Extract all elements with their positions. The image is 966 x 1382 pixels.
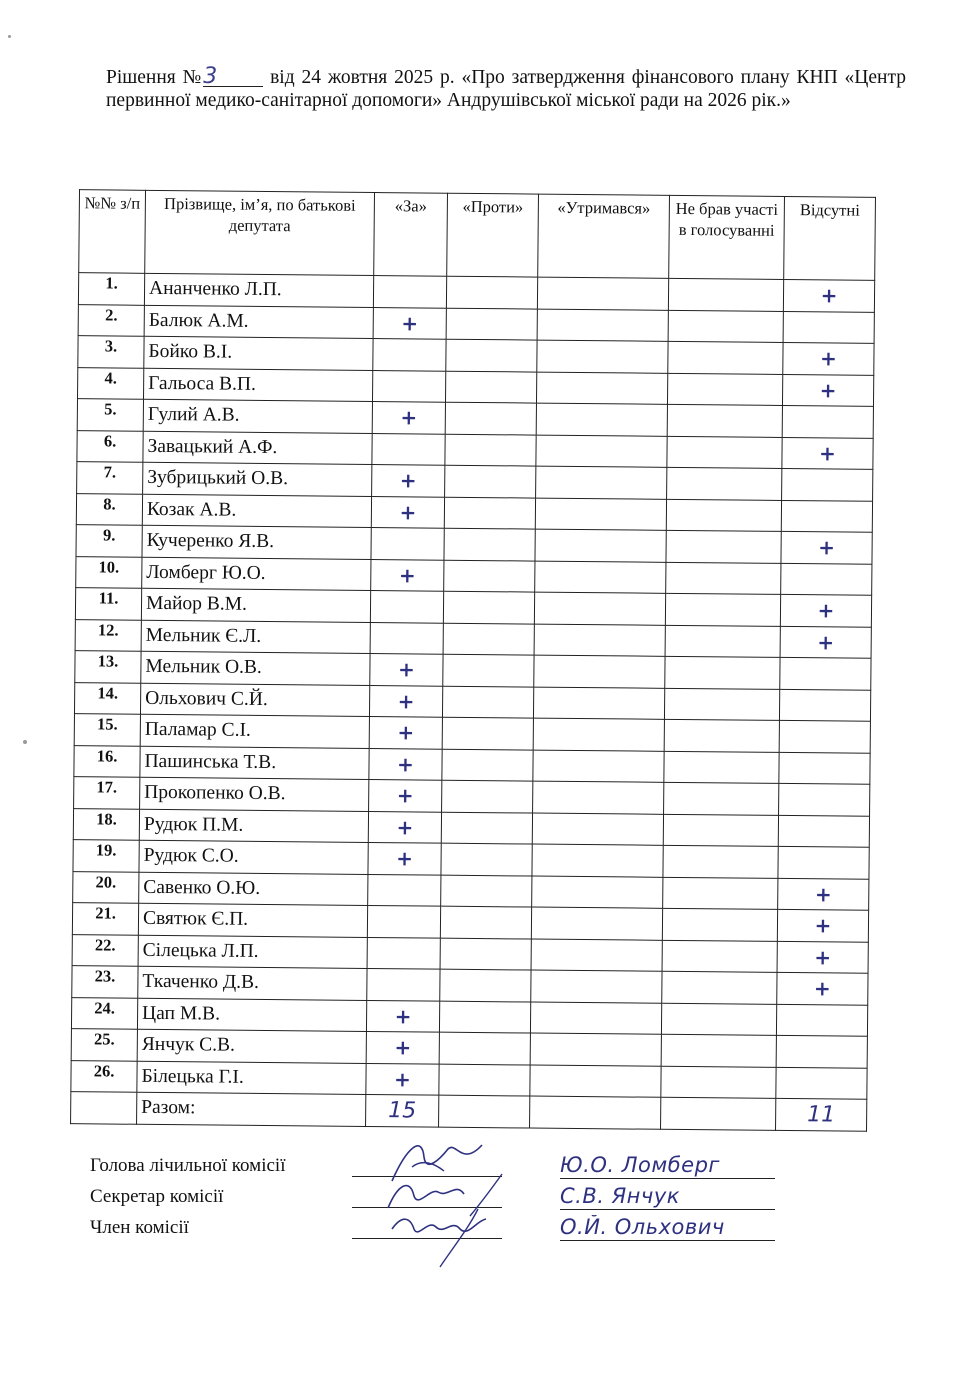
vote-cell-novote [668, 278, 783, 311]
col-num-header: №№ з/п [79, 190, 146, 274]
row-number: 12. [75, 619, 141, 651]
vote-cell-against [441, 875, 532, 907]
table-header-row [79, 190, 876, 281]
vote-cell-against [444, 560, 535, 592]
deputy-name: Сілецька Л.П. [138, 935, 367, 969]
vote-cell-abstain [537, 277, 668, 310]
row-number: 23. [72, 966, 138, 998]
row-number: 3. [78, 336, 144, 368]
vote-cell-abstain [531, 939, 662, 972]
vote-cell-for: + [369, 685, 442, 717]
row-number: 17. [74, 777, 140, 809]
vote-cell-novote [665, 625, 780, 658]
vote-cell-novote [662, 908, 777, 941]
vote-cell-absent [778, 846, 869, 878]
vote-cell-for [367, 937, 440, 969]
vote-cell-against [446, 276, 537, 308]
vote-cell-absent [783, 311, 874, 343]
vote-cell-novote [663, 814, 778, 847]
scan-speck [8, 35, 11, 38]
row-number: 21. [72, 903, 138, 935]
vote-cell-for: + [366, 1031, 439, 1063]
vote-cell-absent: + [780, 626, 871, 658]
deputy-name: Мельник Є.Л. [141, 620, 370, 654]
vote-cell-absent: + [783, 342, 874, 374]
deputy-name: Ананченко Л.П. [144, 273, 373, 307]
deputy-name: Кучеренко Я.В. [142, 525, 371, 559]
vote-cell-against [443, 623, 534, 655]
signature-name: Ю.О. Ломберг [560, 1153, 775, 1179]
vote-cell-abstain [532, 876, 663, 909]
col-against-header: «Проти» [447, 193, 539, 277]
vote-cell-against [439, 1032, 530, 1064]
vote-cell-against [442, 717, 533, 749]
row-number: 24. [71, 997, 137, 1029]
signature-scribble [352, 1199, 522, 1269]
vote-cell-absent [776, 1067, 867, 1099]
deputy-name: Ткаченко Д.В. [138, 966, 367, 1000]
signature-role: Член комісії [90, 1217, 189, 1238]
col-absent-header: Відсутні [784, 196, 876, 280]
vote-cell-novote [661, 1034, 776, 1067]
vote-cell-abstain [535, 529, 666, 562]
vote-cell-abstain [532, 844, 663, 877]
vote-cell-for [367, 968, 440, 1000]
vote-cell-for [373, 339, 446, 371]
vote-cell-absent: + [781, 531, 872, 563]
vote-cell-against [446, 339, 537, 371]
vote-cell-novote [667, 404, 782, 437]
vote-cell-for: + [369, 748, 442, 780]
vote-cell-against [440, 906, 531, 938]
vote-cell-against [442, 749, 533, 781]
vote-cell-for: + [369, 716, 442, 748]
vote-cell-abstain [532, 813, 663, 846]
signature-name: С.В. Янчук [560, 1184, 775, 1210]
vote-cell-for: + [369, 779, 442, 811]
signature-role: Секретар комісії [90, 1186, 224, 1207]
vote-cell-absent [782, 405, 873, 437]
vote-cell-abstain [537, 340, 668, 373]
col-for-header: «За» [374, 193, 448, 277]
vote-cell-novote [666, 562, 781, 595]
vote-cell-for [370, 622, 443, 654]
totals-row [71, 1092, 867, 1131]
totals-absent: 11 [776, 1098, 867, 1130]
row-number: 11. [75, 588, 141, 620]
deputy-name: Святюк Є.П. [138, 903, 367, 937]
vote-cell-abstain [530, 1033, 661, 1066]
vote-cell-novote [661, 1066, 776, 1099]
row-number: 5. [77, 399, 143, 431]
vote-cell-abstain [535, 498, 666, 531]
deputy-name: Цап М.В. [137, 998, 366, 1032]
vote-cell-novote [668, 341, 783, 374]
vote-cell-absent [782, 468, 873, 500]
voting-table [70, 189, 876, 1131]
deputy-name: Рудюк П.М. [139, 809, 368, 843]
row-number: 16. [74, 745, 140, 777]
totals-novote [661, 1097, 776, 1130]
deputy-name: Білецька Г.І. [137, 1061, 366, 1095]
row-number: 18. [73, 808, 139, 840]
row-number: 4. [78, 367, 144, 399]
row-number: 15. [74, 714, 140, 746]
vote-cell-absent: + [777, 972, 868, 1004]
totals-against [439, 1095, 530, 1127]
vote-cell-abstain [536, 435, 667, 468]
vote-cell-against [446, 308, 537, 340]
vote-cell-novote [661, 1003, 776, 1036]
commission-signatures [90, 1155, 790, 1248]
row-number: 2. [78, 304, 144, 336]
col-abstain-header: «Утримався» [538, 194, 670, 278]
vote-cell-abstain [536, 466, 667, 499]
vote-cell-novote [664, 751, 779, 784]
vote-cell-against [443, 654, 534, 686]
signature-role: Голова лічильної комісії [90, 1155, 286, 1176]
vote-cell-for [367, 905, 440, 937]
deputy-name: Мельник О.В. [141, 651, 370, 685]
vote-cell-abstain [530, 1065, 661, 1098]
deputy-name: Завацький А.Ф. [143, 431, 372, 465]
deputy-name: Балюк А.М. [144, 305, 373, 339]
vote-cell-against [440, 969, 531, 1001]
vote-cell-against [440, 938, 531, 970]
vote-cell-abstain [535, 561, 666, 594]
vote-cell-absent [779, 689, 870, 721]
vote-cell-novote [665, 593, 780, 626]
deputy-name: Савенко О.Ю. [139, 872, 368, 906]
vote-cell-absent: + [780, 594, 871, 626]
vote-cell-abstain [536, 403, 667, 436]
vote-cell-abstain [533, 718, 664, 751]
vote-cell-against [444, 528, 535, 560]
vote-cell-absent: + [782, 374, 873, 406]
row-number: 19. [73, 840, 139, 872]
vote-cell-against [441, 843, 532, 875]
deputy-name: Рудюк С.О. [139, 840, 368, 874]
deputy-name: Ольхович С.Й. [140, 683, 369, 717]
vote-cell-for: + [373, 307, 446, 339]
row-number: 25. [71, 1029, 137, 1061]
vote-cell-absent: + [777, 941, 868, 973]
vote-cell-for: + [370, 653, 443, 685]
deputy-name: Зубрицький О.В. [143, 462, 372, 496]
vote-cell-novote [665, 656, 780, 689]
vote-cell-novote [664, 782, 779, 815]
scan-speck [23, 740, 27, 744]
decision-heading [106, 66, 906, 112]
vote-cell-abstain [534, 624, 665, 657]
vote-cell-for [373, 276, 446, 308]
vote-cell-against [442, 780, 533, 812]
vote-cell-novote [667, 373, 782, 406]
deputy-name: Козак А.В. [142, 494, 371, 528]
vote-cell-against [445, 402, 536, 434]
vote-cell-abstain [534, 592, 665, 625]
vote-cell-absent: + [782, 437, 873, 469]
vote-cell-for [372, 433, 445, 465]
deputy-name: Майор В.М. [141, 588, 370, 622]
vote-cell-absent: + [777, 909, 868, 941]
deputy-name: Гулий А.В. [143, 399, 372, 433]
vote-cell-novote [668, 310, 783, 343]
totals-abstain [530, 1096, 661, 1129]
deputy-name: Бойко В.І. [144, 336, 373, 370]
totals-label: Разом: [137, 1092, 366, 1126]
vote-cell-for: + [368, 811, 441, 843]
vote-cell-for [370, 590, 443, 622]
vote-cell-against [444, 497, 535, 529]
vote-cell-for: + [371, 559, 444, 591]
vote-cell-novote [663, 877, 778, 910]
vote-cell-absent [780, 657, 871, 689]
vote-cell-absent [776, 1004, 867, 1036]
row-number: 8. [76, 493, 142, 525]
row-number: 26. [71, 1060, 137, 1092]
vote-cell-novote [664, 719, 779, 752]
vote-cell-absent [778, 815, 869, 847]
row-number: 6. [77, 430, 143, 462]
vote-cell-absent [781, 500, 872, 532]
vote-cell-novote [663, 845, 778, 878]
decision-prefix: Рішення № [106, 67, 204, 88]
vote-cell-absent: + [778, 878, 869, 910]
vote-cell-against [439, 1001, 530, 1033]
vote-cell-abstain [533, 781, 664, 814]
vote-cell-novote [662, 971, 777, 1004]
vote-cell-for [371, 527, 444, 559]
deputy-name: Гальоса В.П. [144, 368, 373, 402]
vote-cell-absent: + [783, 279, 874, 311]
vote-cell-for: + [372, 402, 445, 434]
row-number: 9. [76, 525, 142, 557]
signature-name: О.Й. Ольхович [560, 1215, 775, 1241]
vote-cell-against [445, 434, 536, 466]
row-number: 1. [78, 273, 144, 305]
deputy-name: Янчук С.В. [137, 1029, 366, 1063]
vote-cell-for: + [371, 496, 444, 528]
vote-cell-for: + [368, 842, 441, 874]
row-number: 10. [76, 556, 142, 588]
deputy-name: Пашинська Т.В. [140, 746, 369, 780]
row-number: 22. [72, 934, 138, 966]
vote-cell-absent [779, 720, 870, 752]
vote-cell-absent [779, 783, 870, 815]
col-name-header: Прізвище, ім’я, по батькові депутата [145, 190, 375, 275]
vote-cell-novote [666, 530, 781, 563]
row-number: 14. [74, 682, 140, 714]
vote-cell-abstain [531, 970, 662, 1003]
vote-cell-for [368, 874, 441, 906]
vote-cell-against [442, 686, 533, 718]
vote-cell-abstain [533, 750, 664, 783]
vote-cell-abstain [534, 655, 665, 688]
col-novote-header: Не брав участі в голосуванні [669, 195, 785, 279]
vote-cell-against [443, 591, 534, 623]
vote-cell-for [372, 370, 445, 402]
deputy-name: Ломберг Ю.О. [142, 557, 371, 591]
vote-cell-against [439, 1064, 530, 1096]
row-number: 13. [75, 651, 141, 683]
totals-for: 15 [366, 1094, 439, 1126]
vote-cell-against [445, 465, 536, 497]
vote-cell-for: + [372, 464, 445, 496]
totals-empty-cell [71, 1092, 137, 1124]
deputy-name: Прокопенко О.В. [140, 777, 369, 811]
vote-cell-abstain [531, 907, 662, 940]
vote-cell-abstain [536, 372, 667, 405]
vote-cell-against [445, 371, 536, 403]
vote-cell-absent [776, 1035, 867, 1067]
row-number: 20. [73, 871, 139, 903]
vote-cell-absent [779, 752, 870, 784]
vote-cell-against [441, 812, 532, 844]
decision-number: 3 [203, 68, 263, 87]
vote-cell-novote [667, 436, 782, 469]
vote-cell-abstain [530, 1002, 661, 1035]
signature-row [90, 1217, 790, 1248]
vote-cell-novote [662, 940, 777, 973]
vote-cell-for: + [366, 1063, 439, 1095]
decision-text: від 24 жовтня 2025 р. «Про затвердження фінансового плану КНП «Центр первинної медико-санітарної допомоги» Андрушівської міської ради на 2026 рік.» [106, 67, 906, 111]
deputy-name: Паламар С.І. [140, 714, 369, 748]
vote-cell-novote [666, 499, 781, 532]
vote-cell-abstain [537, 309, 668, 342]
row-number: 7. [77, 462, 143, 494]
vote-cell-novote [664, 688, 779, 721]
vote-cell-for: + [366, 1000, 439, 1032]
vote-cell-novote [667, 467, 782, 500]
vote-cell-absent [781, 563, 872, 595]
vote-cell-abstain [533, 687, 664, 720]
